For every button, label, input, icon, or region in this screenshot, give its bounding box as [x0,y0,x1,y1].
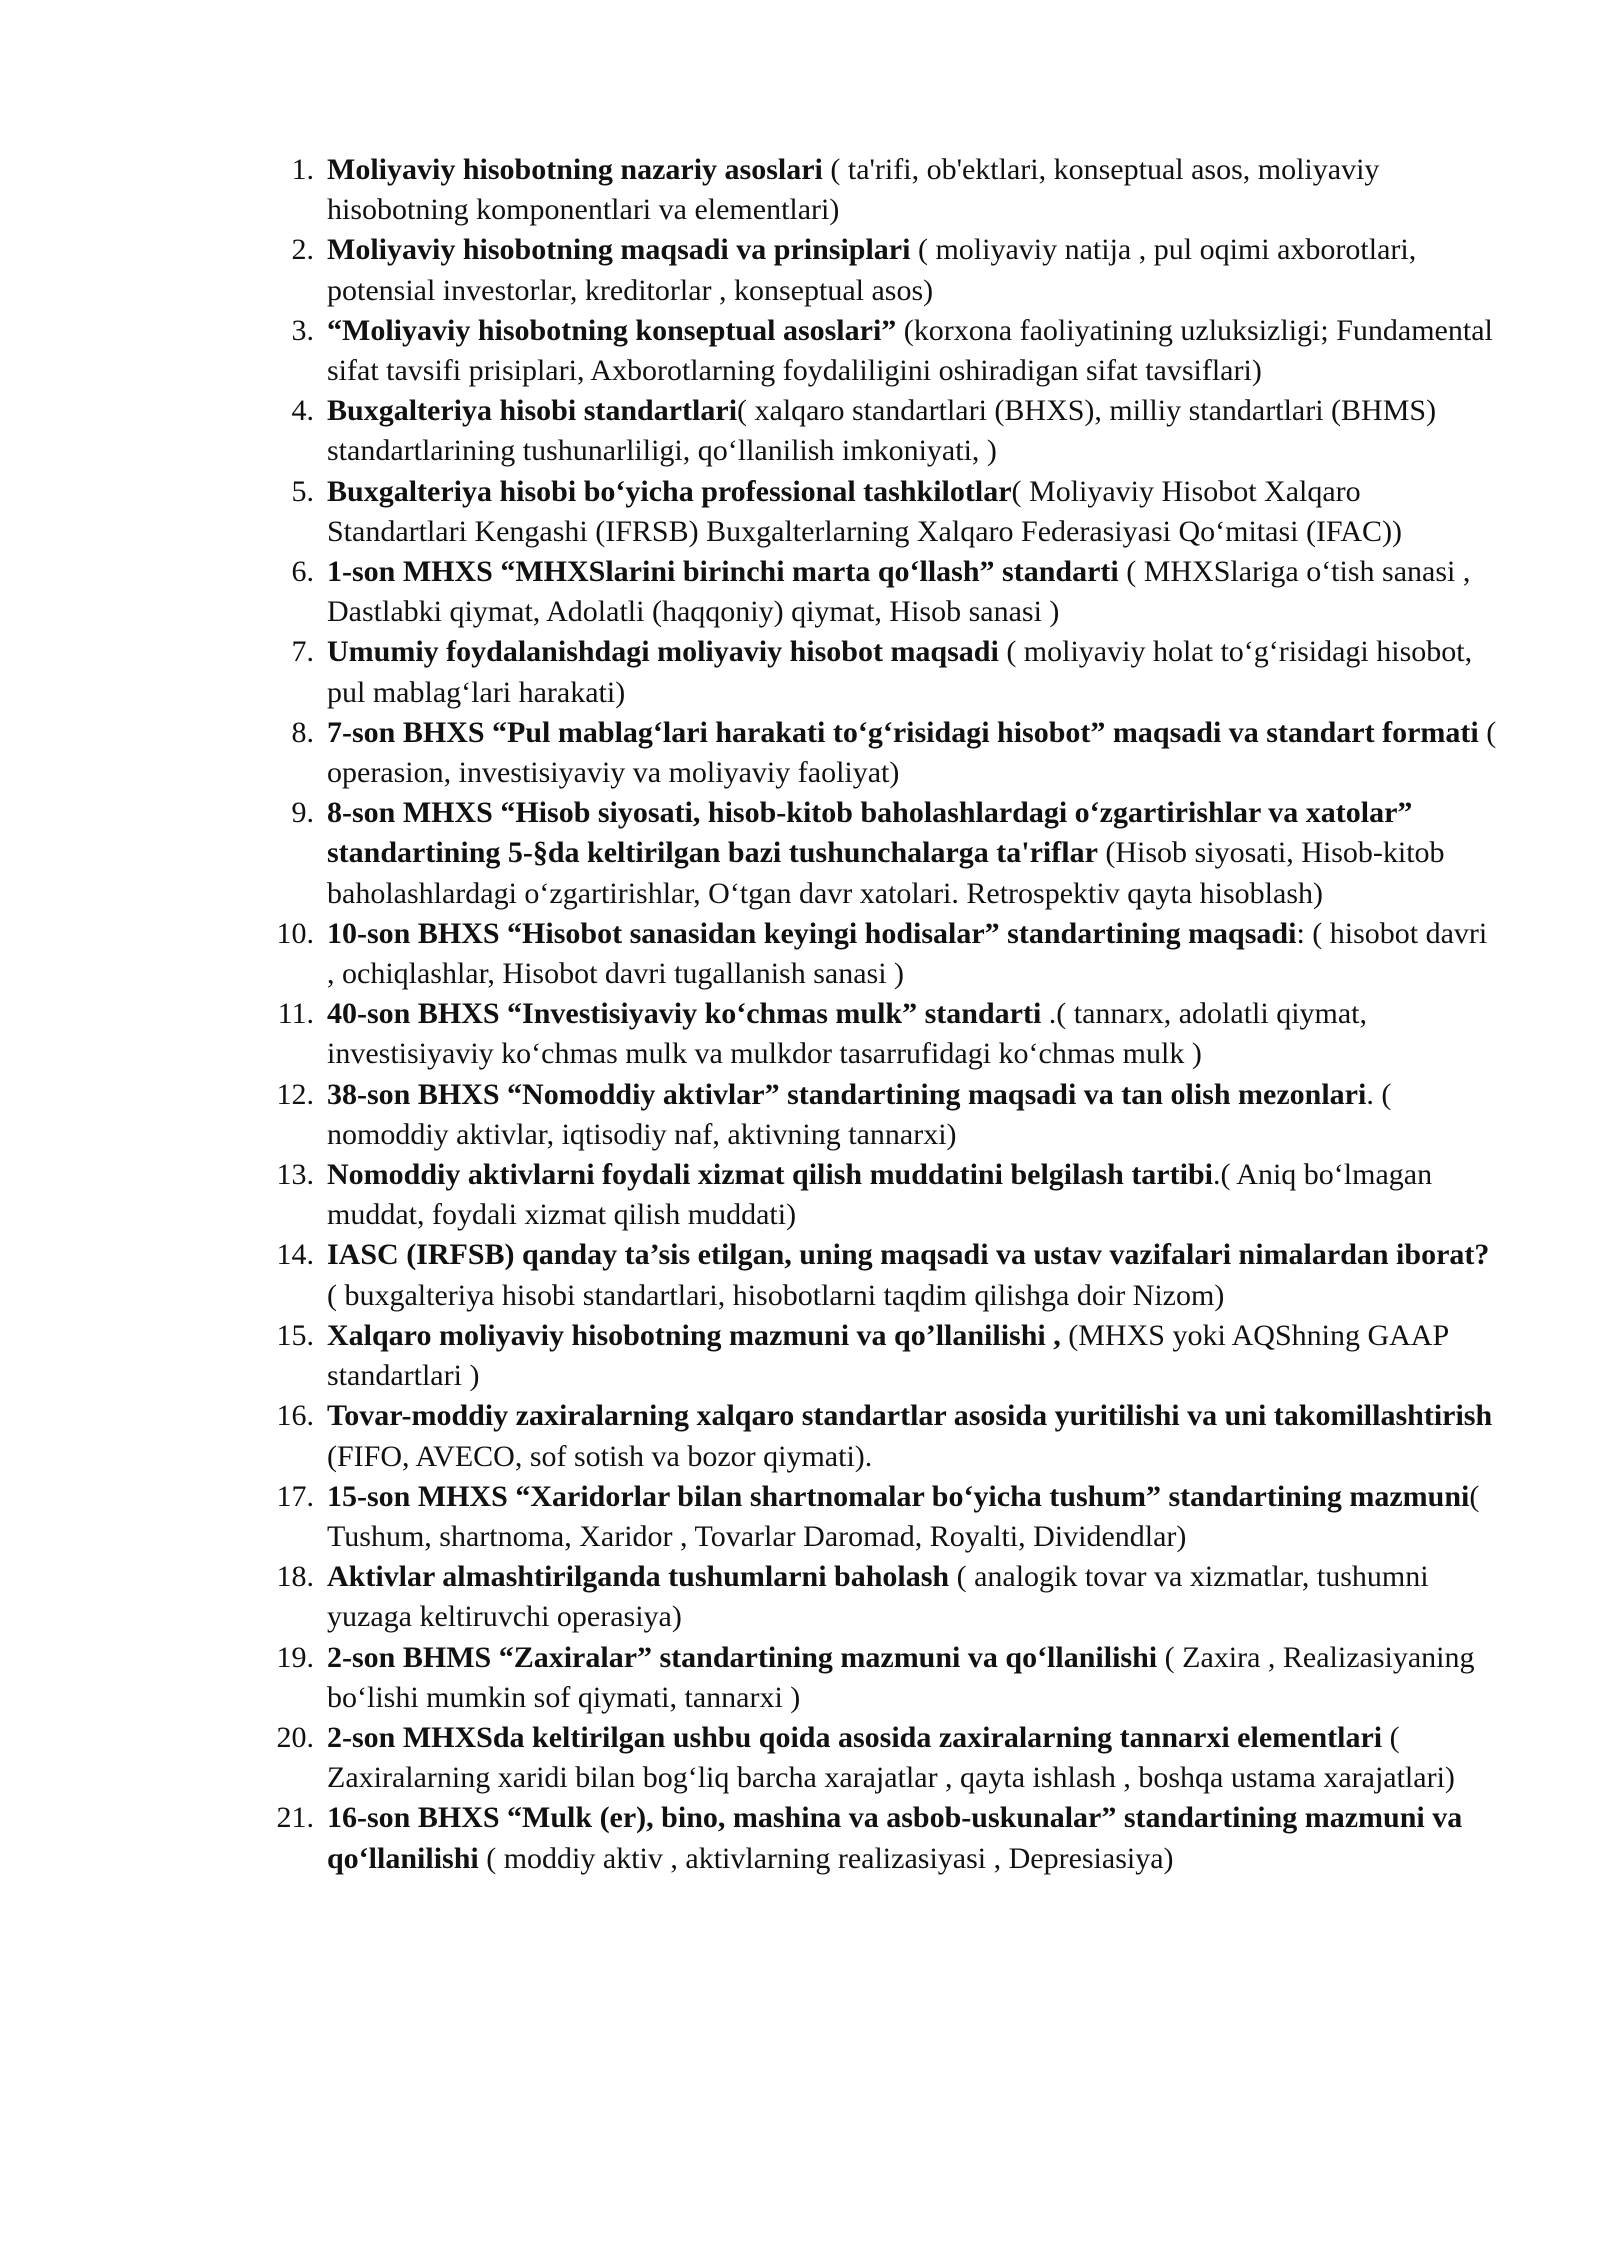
list-item-details: . ( nomoddiy aktivlar, iqtisodiy naf, aktivning tannarxi) [327,1077,1392,1151]
list-item-number: 6. [291,555,314,589]
list-item [270,1316,1500,1396]
list-item-number: 15. [276,1318,314,1352]
list-item-title: Buxgalteriya hisobi standartlari [327,394,738,428]
list-item-details: ( moliyaviy natija , pul oqimi axborotlari, potensial investorlar, kreditorlar , konseptual asos) [327,233,1417,307]
list-item [270,472,1500,552]
list-item-details: ( operasion, investisiyaviy va moliyaviy faoliyat) [327,715,1497,790]
list-item-number: 7. [291,635,314,669]
list-item-title: 2-son BHMS “Zaxiralar” standartining mazmuni va qo‘llanilishi [327,1640,1158,1674]
list-item-details: ( ta'rifi, ob'ektlari, konseptual asos, moliyaviy hisobotning komponentlari va elementlari) [327,153,1380,227]
list-item-number: 8. [291,715,314,749]
list-item-number: 18. [276,1560,314,1594]
list-item-number: 4. [291,394,314,428]
list-item-title: 8-son MHXS “Hisob siyosati, hisob-kitob baholashlardagi o‘zgartirishlar va xatolar” standartining 5-§da keltirilgan bazi tushunchalarga ta'riflar [327,796,1413,870]
list-item-title: Nomoddiy aktivlarni foydali xizmat qilish muddatini belgilash tartibi [327,1158,1213,1192]
list-item-details: ( analogik tovar va xizmatlar, tushumni yuzaga keltiruvchi operasiya) [327,1560,1429,1634]
list-item-title: Moliyaviy hisobotning maqsadi va prinsiplari [327,233,911,267]
list-item-number: 19. [276,1640,314,1674]
list-item-details: .( tannarx, adolatli qiymat, investisiyaviy ko‘chmas mulk va mulkdor tasarrufidagi ko‘chmas mulk ) [327,997,1368,1071]
list-item [270,994,1500,1074]
question-list [270,150,1500,1879]
list-item-number: 10. [276,916,314,950]
list-item-details: (korxona faoliyatining uzluksizligi; Fundamental sifat tavsifi prisiplari, Axborotlarning foydaliligini oshiradigan sifat tavsiflari) [327,313,1493,388]
list-item-title: 16-son BHXS “Mulk (er), bino, mashina va asbob-uskunalar” standartining mazmuni va qo‘llanilishi [327,1801,1463,1875]
list-item-title: Umumiy foydalanishdagi moliyaviy hisobot maqsadi [327,635,999,669]
list-item-title: IASC (IRFSB) qanday ta’sis etilgan, uning maqsadi va ustav vazifalari nimalardan iborat? [327,1238,1490,1272]
list-item [270,1075,1500,1155]
list-item-details: ( Tushum, shartnoma, Xaridor , Tovarlar Daromad, Royalti, Dividendlar) [327,1479,1480,1553]
list-item [270,1396,1500,1476]
list-item-title: 38-son BHXS “Nomoddiy aktivlar” standartining maqsadi va tan olish mezonlari [327,1077,1367,1111]
list-item [270,713,1500,793]
list-item-details: ( xalqaro standartlari (BHXS), milliy standartlari (BHMS) standartlarining tushunarliligi, qo‘llanilish imkoniyati, ) [327,394,1437,468]
list-item [270,1638,1500,1718]
list-item-details: ( moliyaviy holat to‘g‘risidagi hisobot, pul mablag‘lari harakati) [327,635,1473,709]
list-item [270,552,1500,632]
list-item [270,1155,1500,1235]
list-item-title: “Moliyaviy hisobotning konseptual asoslari” [327,313,897,347]
list-item-title: Moliyaviy hisobotning nazariy asoslari [327,153,823,186]
list-item-number: 9. [291,796,314,830]
list-item-title: 10-son BHXS “Hisobot sanasidan keyingi hodisalar” standartining maqsadi [327,916,1297,950]
list-item-title: 40-son BHXS “Investisiyaviy ko‘chmas mulk” standarti [327,997,1042,1031]
list-item [270,632,1500,712]
list-item [270,914,1500,994]
list-item [270,230,1500,310]
list-item [270,1477,1500,1557]
list-item-details: ( moddiy aktiv , aktivlarning realizasiyasi , Depresiasiya) [478,1841,1174,1875]
list-item [270,150,1500,230]
list-item-title: 15-son MHXS “Xaridorlar bilan shartnomalar bo‘yicha tushum” standartining mazmuni [327,1479,1470,1513]
list-item-number: 21. [276,1801,314,1835]
list-item-number: 1. [291,153,314,186]
list-item [270,1235,1500,1315]
list-item-number: 2. [291,233,314,267]
list-item [270,1718,1500,1798]
list-item-details: ( MHXSlariga o‘tish sanasi , Dastlabki qiymat, Adolatli (haqqoniy) qiymat, Hisob sanasi ) [327,555,1471,629]
list-item-details: ( buxgalteriya hisobi standartlari, hisobotlarni taqdim qilishga doir Nizom) [327,1278,1225,1312]
list-item-details: ( Zaxira , Realizasiyaning bo‘lishi mumkin sof qiymati, tannarxi ) [327,1640,1475,1714]
list-item-title: Tovar-moddiy zaxiralarning xalqaro standartlar asosida yuritilishi va uni takomillashtirish [327,1399,1493,1433]
list-item-details: ( Moliyaviy Hisobot Xalqaro Standartlari Kengashi (IFRSB) Buxgalterlarning Xalqaro Federasiyasi Qo‘mitasi (IFAC)) [327,474,1403,548]
list-item [270,1557,1500,1637]
list-item-title: Aktivlar almashtirilganda tushumlarni baholash [327,1560,950,1594]
list-item [270,311,1500,391]
list-item [270,793,1500,914]
list-item-number: 5. [291,474,314,508]
list-item-details: : ( hisobot davri , ochiqlashlar, Hisobot davri tugallanish sanasi ) [327,916,1488,991]
list-item-details: (MHXS yoki AQShning GAAP standartlari ) [327,1318,1449,1393]
list-item-number: 20. [276,1720,314,1754]
list-item-details: (FIFO, AVECO, sof sotish va bozor qiymati). [327,1439,873,1473]
list-item-title: Buxgalteriya hisobi bo‘yicha professional tashkilotlar [327,474,1012,508]
list-item-title: 7-son BHXS “Pul mablag‘lari harakati to‘g‘risidagi hisobot” maqsadi va standart formati [327,715,1479,749]
list-item-number: 16. [276,1399,314,1433]
list-item-number: 3. [291,313,314,347]
list-item-details: .( Aniq bo‘lmagan muddat, foydali xizmat qilish muddati) [327,1158,1433,1232]
list-item-number: 14. [276,1238,314,1272]
list-item-number: 11. [277,997,314,1031]
list-item-title: 1-son MHXS “MHXSlarini birinchi marta qo‘llash” standarti [327,555,1119,589]
list-item-number: 12. [276,1077,314,1111]
list-item-details: (Hisob siyosati, Hisob-kitob baholashlardagi o‘zgartirishlar, O‘tgan davr xatolari. Retrospektiv qayta hisoblash) [327,836,1445,910]
list-item-title: 2-son MHXSda keltirilgan ushbu qoida asosida zaxiralarning tannarxi elementlari [327,1720,1383,1754]
list-item-number: 17. [276,1479,314,1513]
list-item [270,391,1500,471]
list-item-details: ( Zaxiralarning xaridi bilan bog‘liq barcha xarajatlar , qayta ishlash , boshqa ustama xarajatlari) [327,1720,1455,1795]
list-item [270,1798,1500,1878]
list-item-title: Xalqaro moliyaviy hisobotning mazmuni va qo’llanilishi , [327,1318,1061,1352]
list-item-number: 13. [276,1158,314,1192]
